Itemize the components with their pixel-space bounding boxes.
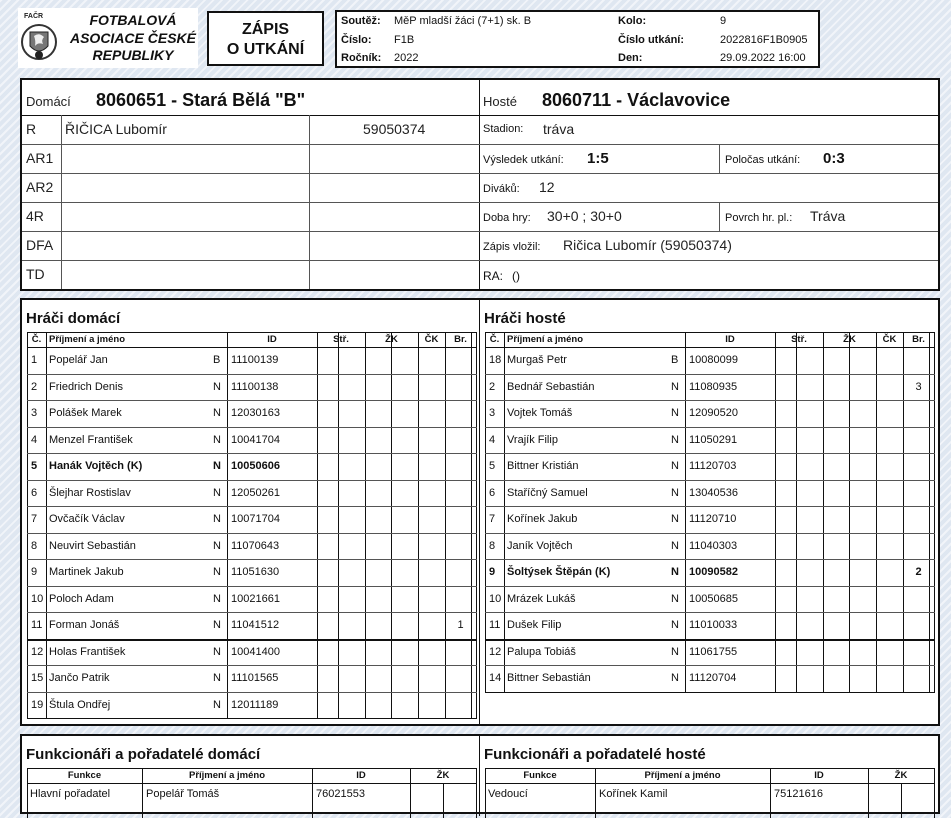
player-id: 10090582 <box>689 566 738 578</box>
table-column-divider <box>365 332 366 718</box>
official-name: ŘIČICA Lubomír <box>65 121 167 137</box>
table-row-divider <box>485 374 935 375</box>
player-id: 11050291 <box>689 433 738 446</box>
table-border-bottom <box>27 718 477 719</box>
player-number: 2 <box>31 380 38 393</box>
round-label: Kolo: <box>618 15 647 27</box>
surface-label: Povrch hr. pl.: <box>725 212 793 224</box>
player-name: Janík Vojtěch <box>507 539 573 552</box>
competition-value: MěP mladší žáci (7+1) sk. B <box>394 15 532 27</box>
name-header: Příjmení a jméno <box>188 770 266 781</box>
player-type: N <box>213 380 221 393</box>
player-name: Murgaš Petr <box>507 354 567 366</box>
player-id: 10080099 <box>689 354 738 366</box>
home-players-title: Hráči domácí <box>26 310 121 327</box>
player-name: Ovčačík Václav <box>49 513 125 525</box>
id-header: ID <box>814 770 824 781</box>
org-line-2: ASOCIACE ČESKÉ <box>69 29 197 46</box>
player-number: 19 <box>31 698 44 711</box>
player-name: Šlejhar Rostislav <box>49 486 131 499</box>
name-header: Příjmení a jméno <box>507 334 584 345</box>
player-name: Neuvirt Sebastián <box>49 539 136 552</box>
duration-value: 30+0 ; 30+0 <box>547 208 622 224</box>
table-row-divider <box>27 374 477 375</box>
functionary-name: Popelář Tomáš <box>146 788 220 800</box>
surface-value: Tráva <box>810 208 846 224</box>
player-type: N <box>213 566 221 578</box>
player-type: N <box>213 672 221 684</box>
player-id: 10071704 <box>231 513 280 525</box>
player-type: N <box>671 433 679 446</box>
player-name: Bittner Sebastián <box>507 672 591 684</box>
player-id: 11040303 <box>689 539 738 552</box>
table-row-divider <box>27 639 477 641</box>
substitution-header: Stř. <box>791 334 807 345</box>
away-functionaries-table <box>485 768 935 818</box>
number-header: Č. <box>489 334 500 345</box>
away-team-label: Hosté <box>483 94 517 109</box>
table-border-top <box>485 332 935 333</box>
yellow-card-header: ŽK <box>436 770 450 781</box>
table-row-divider <box>27 665 477 666</box>
facr-crest-icon <box>20 10 60 64</box>
table-column-divider <box>317 332 318 718</box>
player-number: 8 <box>489 539 496 552</box>
player-number: 6 <box>31 486 38 499</box>
player-id: 12050261 <box>231 486 280 499</box>
player-name: Bittner Kristián <box>507 460 579 472</box>
round-value: 9 <box>720 15 727 27</box>
table-row-divider <box>27 533 477 534</box>
number-label: Číslo: <box>341 34 372 46</box>
player-type: N <box>213 513 221 525</box>
function-header: Funkce <box>523 770 557 781</box>
document-title-line-1: ZÁPIS <box>241 21 290 38</box>
match-info-box <box>335 10 820 68</box>
player-number: 7 <box>31 513 38 525</box>
table-row-divider <box>27 400 477 401</box>
goals-header: Br. <box>912 334 925 345</box>
player-id: 10041400 <box>231 645 280 658</box>
player-name: Polášek Marek <box>49 407 122 419</box>
yellow-card-header: ŽK <box>894 770 908 781</box>
player-number: 11 <box>489 619 501 631</box>
day-value: 29.09.2022 16:00 <box>720 52 806 64</box>
player-number: 1 <box>31 354 38 366</box>
document-title-line-2: O UTKÁNÍ <box>226 41 305 58</box>
table-row-divider <box>485 533 935 534</box>
player-name: Kořínek Jakub <box>507 513 578 525</box>
spectators-value: 12 <box>539 179 555 195</box>
spectators-label: Diváků: <box>483 183 520 195</box>
player-number: 5 <box>489 460 496 472</box>
entered-by-label: Zápis vložil: <box>483 241 541 253</box>
player-type: N <box>671 645 679 658</box>
player-id: 10050606 <box>231 460 280 472</box>
player-type: N <box>213 433 221 446</box>
year-label: Ročník: <box>341 52 382 64</box>
player-name: Forman Jonáš <box>49 619 120 631</box>
table-border-right <box>476 332 477 718</box>
functionary-name: Kořínek Kamil <box>599 788 668 800</box>
player-number: 7 <box>489 513 496 525</box>
table-header-divider <box>27 347 477 348</box>
player-number: 3 <box>489 407 496 419</box>
result-value: 1:5 <box>587 150 609 167</box>
functionary-function: Vedoucí <box>488 788 528 800</box>
goals-header: Br. <box>454 334 467 345</box>
table-row-divider <box>485 453 935 454</box>
table-column-divider <box>471 332 472 718</box>
functionary-id: 76021553 <box>316 788 365 800</box>
functionaries-card <box>20 734 940 814</box>
player-type: N <box>213 698 221 711</box>
table-border-bottom <box>485 692 935 693</box>
table-row-divider <box>27 692 477 693</box>
player-type: N <box>213 407 221 419</box>
player-number: 5 <box>31 460 38 472</box>
player-id: 11101565 <box>231 672 279 684</box>
player-type: B <box>213 354 221 366</box>
official-role: AR2 <box>26 179 54 195</box>
player-number: 10 <box>489 592 502 605</box>
player-goals: 3 <box>915 380 922 393</box>
match-number-label: Číslo utkání: <box>618 34 685 46</box>
table-row-divider <box>27 506 477 507</box>
player-name: Holas František <box>49 645 126 658</box>
table-column-divider <box>445 332 446 718</box>
player-name: Vrajík Filip <box>507 433 558 446</box>
player-type: N <box>671 513 679 525</box>
player-number: 12 <box>489 645 502 658</box>
player-number: 8 <box>31 539 38 552</box>
yellow-card-header: ŽK <box>843 334 856 345</box>
player-type: N <box>213 619 221 631</box>
player-id: 11100139 <box>231 354 279 366</box>
table-column-divider <box>418 332 419 718</box>
table-column-divider <box>46 332 47 718</box>
player-name: Dušek Filip <box>507 619 562 631</box>
player-type: N <box>671 539 679 552</box>
player-id: 12011189 <box>231 698 279 711</box>
player-number: 10 <box>31 592 44 605</box>
player-name: Šoltýsek Štěpán (K) <box>507 566 611 578</box>
table-row-divider <box>485 427 935 428</box>
functionary-function: Hlavní pořadatel <box>30 788 111 800</box>
entered-by-value: Ričica Lubomír (59050374) <box>563 237 732 253</box>
organization-name <box>68 12 198 65</box>
day-label: Den: <box>618 52 643 64</box>
functionary-id: 75121616 <box>774 788 823 800</box>
table-row-divider <box>485 400 935 401</box>
official-role: 4R <box>26 208 44 224</box>
player-type: N <box>213 645 221 658</box>
official-role: TD <box>26 266 45 282</box>
player-goals: 1 <box>457 619 464 631</box>
player-number: 2 <box>489 380 496 393</box>
player-number: 12 <box>31 645 44 658</box>
table-row-divider <box>27 453 477 454</box>
player-name: Staříčný Samuel <box>507 486 588 499</box>
official-id: 59050374 <box>363 121 426 137</box>
stadium-value: tráva <box>543 121 575 137</box>
id-header: ID <box>725 334 735 345</box>
player-name: Menzel František <box>49 433 133 446</box>
player-name: Hanák Vojtěch (K) <box>49 460 143 472</box>
player-id: 11120710 <box>689 513 737 525</box>
name-header: Příjmení a jméno <box>644 770 721 781</box>
substitution-header: Stř. <box>333 334 349 345</box>
table-row-divider <box>485 665 935 666</box>
player-id: 13040536 <box>689 486 738 499</box>
ra-value: () <box>512 269 520 283</box>
table-border-top <box>27 332 477 333</box>
player-name: Martinek Jakub <box>49 566 124 578</box>
halftime-label: Poločas utkání: <box>725 154 801 166</box>
player-type: N <box>213 592 221 605</box>
player-type: N <box>213 539 221 552</box>
player-name: Friedrich Denis <box>49 380 123 393</box>
stadium-label: Stadion: <box>483 123 524 135</box>
home-players-table <box>27 332 477 722</box>
name-header: Příjmení a jméno <box>49 334 126 345</box>
player-number: 9 <box>31 566 38 578</box>
player-id: 10041704 <box>231 433 280 446</box>
away-players-table <box>485 332 935 722</box>
player-type: N <box>213 486 221 499</box>
player-type: N <box>671 380 679 393</box>
player-id: 11041512 <box>231 619 280 631</box>
player-name: Mrázek Lukáš <box>507 592 576 605</box>
player-id: 11051630 <box>231 566 280 578</box>
id-header: ID <box>267 334 277 345</box>
player-id: 11100138 <box>231 380 279 393</box>
function-header: Funkce <box>67 770 102 781</box>
table-row-divider <box>27 586 477 587</box>
org-line-1: FOTBALOVÁ <box>89 12 177 28</box>
player-type: B <box>671 354 679 366</box>
player-type: N <box>671 672 679 684</box>
player-number: 4 <box>31 433 38 446</box>
home-team-name: 8060651 - Stará Bělá "B" <box>96 90 306 110</box>
player-type: N <box>671 592 679 605</box>
table-column-divider <box>391 332 392 718</box>
table-column-divider <box>227 332 228 718</box>
away-players-title: Hráči hosté <box>484 310 566 327</box>
year-value: 2022 <box>394 52 419 64</box>
table-row-divider <box>27 480 477 481</box>
player-id: 11070643 <box>231 539 280 552</box>
competition-label: Soutěž: <box>341 15 381 27</box>
table-row-divider <box>485 506 935 507</box>
player-name: Poloch Adam <box>49 592 114 605</box>
player-number: 11 <box>31 619 43 631</box>
home-functionaries-title: Funkcionáři a pořadatelé domácí <box>26 746 261 763</box>
table-row-divider <box>485 586 935 587</box>
duration-label: Doba hry: <box>483 212 531 224</box>
player-name: Vojtek Tomáš <box>507 407 573 419</box>
player-id: 11080935 <box>689 380 738 393</box>
document-title <box>207 11 324 66</box>
halftime-value: 0:3 <box>823 150 845 167</box>
org-line-3: REPUBLIKY <box>92 47 174 63</box>
official-role: AR1 <box>26 150 54 166</box>
player-id: 10050685 <box>689 592 738 605</box>
red-card-header: ČK <box>424 334 439 345</box>
table-header-divider <box>485 347 935 348</box>
table-row-divider <box>27 559 477 560</box>
player-type: N <box>671 486 679 499</box>
player-number: 6 <box>489 486 496 499</box>
player-number: 18 <box>489 354 502 366</box>
player-id: 10021661 <box>231 592 280 605</box>
player-number: 14 <box>489 672 502 684</box>
player-number: 9 <box>489 566 496 578</box>
player-name: Bednář Sebastián <box>507 380 595 393</box>
away-functionaries-title: Funkcionáři a pořadatelé hosté <box>484 746 706 763</box>
table-row-divider <box>27 612 477 613</box>
player-type: N <box>671 619 679 631</box>
ra-label: RA: <box>483 269 504 283</box>
player-name: Popelář Jan <box>49 354 108 366</box>
player-name: Palupa Tobiáš <box>507 645 576 658</box>
red-card-header: ČK <box>882 334 897 345</box>
number-value: F1B <box>394 34 415 46</box>
number-header: Č. <box>31 334 42 345</box>
player-type: N <box>671 460 679 472</box>
table-row-divider <box>27 427 477 428</box>
table-row-divider <box>485 639 935 641</box>
player-id: 12090520 <box>689 407 738 419</box>
player-name: Štula Ondřej <box>49 698 111 711</box>
players-card <box>20 298 940 726</box>
svg-text:FAČR: FAČR <box>24 13 44 20</box>
yellow-card-header: ŽK <box>385 334 398 345</box>
id-header: ID <box>356 770 366 781</box>
table-column-divider <box>338 332 339 718</box>
player-type: N <box>213 460 221 472</box>
official-role: R <box>26 121 37 137</box>
player-id: 11010033 <box>689 619 738 631</box>
player-name: Jančo Patrik <box>49 672 110 684</box>
player-id: 11061755 <box>689 645 738 658</box>
table-row-divider <box>485 612 935 613</box>
match-details-card <box>20 78 940 291</box>
official-role: DFA <box>26 237 54 253</box>
match-number-value: 2022816F1B0905 <box>720 34 808 46</box>
result-label: Výsledek utkání: <box>483 154 564 166</box>
table-row-divider <box>485 559 935 560</box>
player-number: 4 <box>489 433 496 446</box>
home-functionaries-table <box>27 768 477 818</box>
player-id: 11120703 <box>689 460 737 472</box>
player-id: 12030163 <box>231 407 280 419</box>
player-type: N <box>671 566 679 578</box>
table-row-divider <box>485 480 935 481</box>
player-number: 3 <box>31 407 38 419</box>
player-goals: 2 <box>915 566 922 578</box>
player-id: 11120704 <box>689 672 737 684</box>
player-number: 15 <box>31 672 44 684</box>
table-column-divider <box>27 332 28 718</box>
player-type: N <box>671 407 679 419</box>
home-team-label: Domácí <box>26 94 71 109</box>
away-team-name: 8060711 - Václavovice <box>542 90 731 110</box>
